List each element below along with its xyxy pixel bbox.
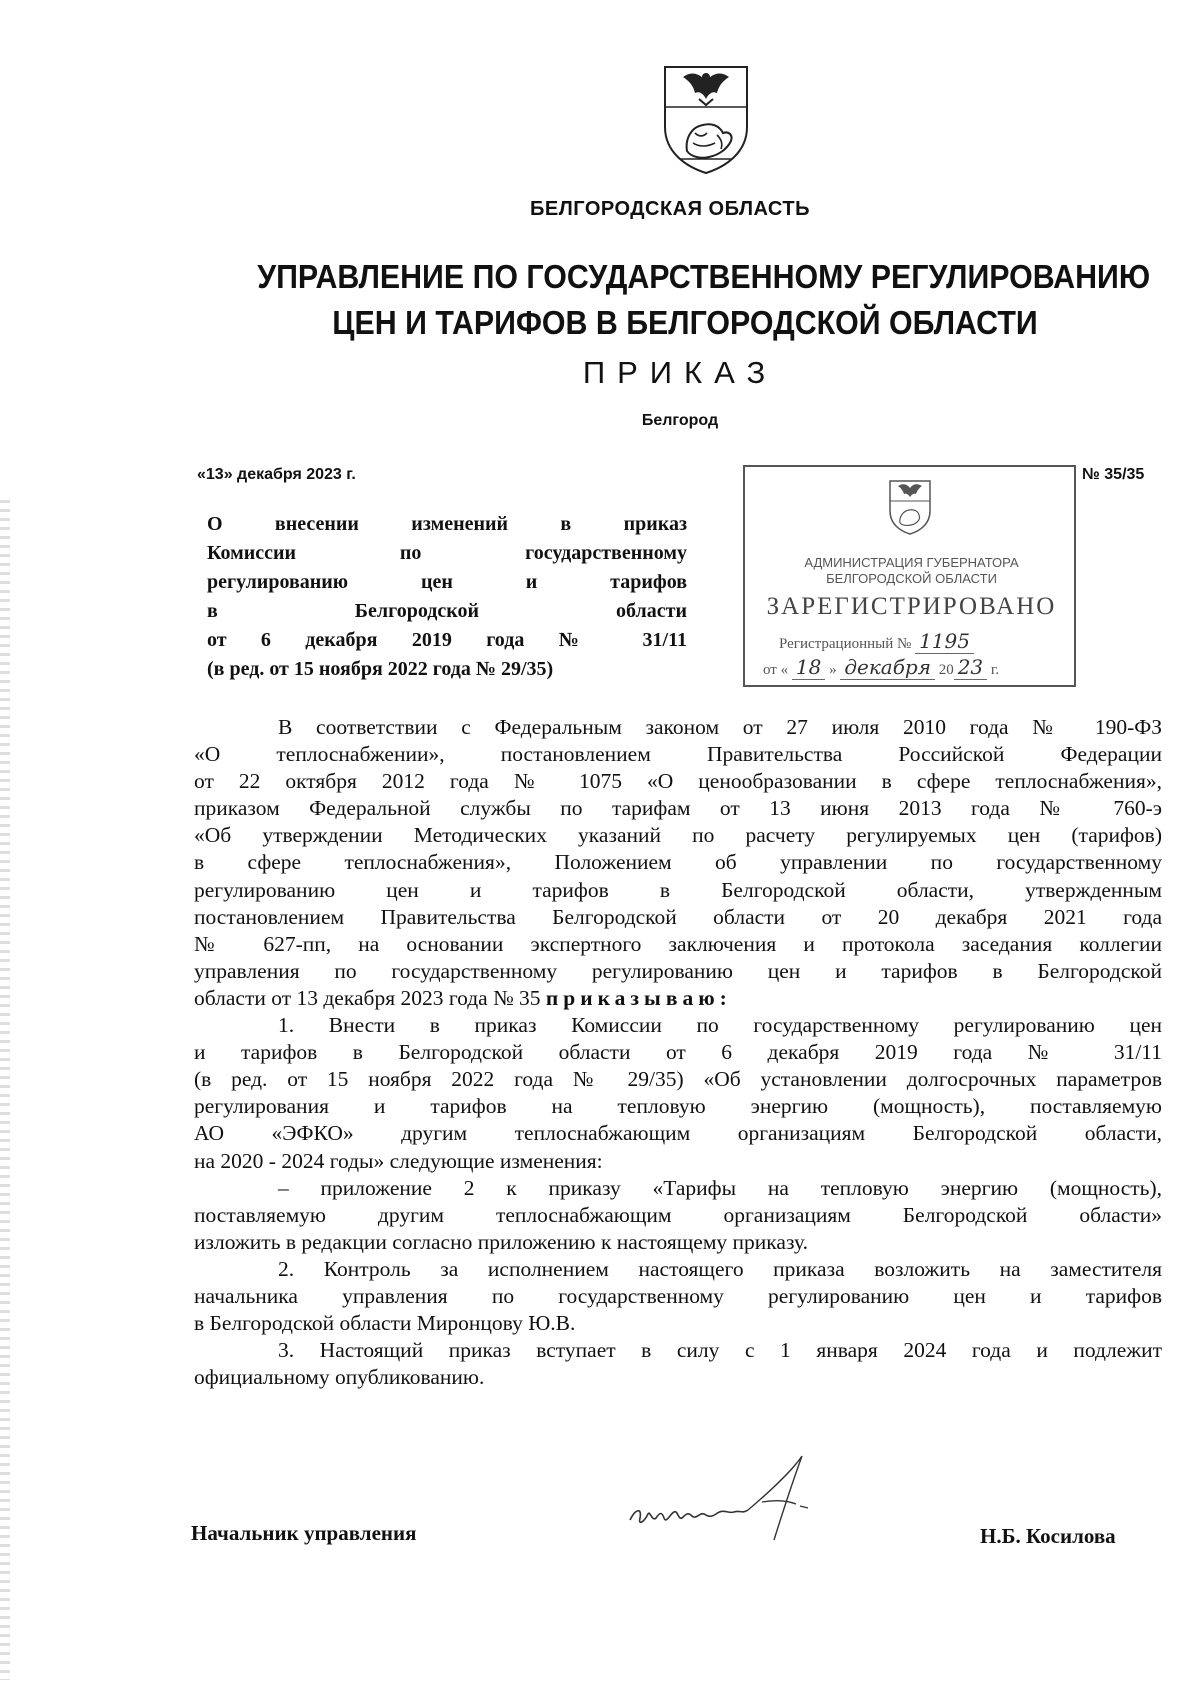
document-number: № 35/35 xyxy=(1082,466,1145,483)
subject-line: от 6 декабря 2019 года № 31/11 xyxy=(207,629,687,651)
stamp-coat-of-arms-icon xyxy=(888,479,932,535)
stamp-org-line-2: БЕЛГОРОДСКОЙ ОБЛАСТИ xyxy=(826,571,997,586)
subject-line: регулированию цен и тарифов xyxy=(207,571,687,593)
stamp-day: 18 xyxy=(792,655,825,680)
body-line: и тарифов в Белгородской области от 6 декабря 2019 года № 31/11 xyxy=(194,1040,1162,1065)
body-line: приказом Федеральной службы по тарифам от 13 июня 2013 года № 760-э xyxy=(194,796,1162,821)
subject-line: О внесении изменений в приказ xyxy=(207,513,687,535)
stamp-day-suffix: » xyxy=(829,662,837,678)
scan-edge-artifact xyxy=(0,500,10,1680)
stamp-registered-label: ЗАРЕГИСТРИРОВАНО xyxy=(766,593,1057,620)
body-line: начальника управления по государственному регулированию цен и тарифов xyxy=(194,1283,1162,1308)
body-line: от 22 октября 2012 года № 1075 «О ценообразовании в сфере теплоснабжения», xyxy=(194,769,1162,794)
body-line: поставляемую другим теплоснабжающим организациям Белгородской области» xyxy=(194,1202,1162,1227)
body-line: официальному опубликованию. xyxy=(194,1365,485,1390)
stamp-registration-number-row xyxy=(779,629,974,653)
coat-of-arms-icon xyxy=(661,63,751,175)
body-line: 3. Настоящий приказ вступает в силу с 1 января 2024 года и подлежит xyxy=(278,1338,1162,1363)
stamp-month: декабря xyxy=(840,655,935,680)
body-line: АО «ЭФКО» другим теплоснабжающим организациям Белгородской области, xyxy=(194,1121,1162,1146)
body-line: в Белгородской области Миронцову Ю.В. xyxy=(194,1311,576,1336)
registration-stamp xyxy=(743,465,1076,687)
stamp-year-prefix: 20 xyxy=(938,662,954,678)
body-line: в сфере теплоснабжения», Положением об управлении по государственному xyxy=(194,850,1162,875)
subject-line: в Белгородской области xyxy=(207,600,687,622)
body-line: «Об утверждении Методических указаний по расчету регулируемых цен (тарифов) xyxy=(194,823,1162,848)
body-line-order xyxy=(194,985,1162,1012)
document-date: «13» декабря 2023 г. xyxy=(197,466,356,483)
body-line: области от 13 декабря 2023 года № 35 xyxy=(194,985,541,1010)
order-word: приказываю: xyxy=(545,985,732,1010)
authority-line-2: ЦЕН И ТАРИФОВ В БЕЛГОРОДСКОЙ ОБЛАСТИ xyxy=(332,304,1038,341)
body-line: (в ред. от 15 ноября 2022 года № 29/35) «Об установлении долгосрочных параметров xyxy=(194,1067,1162,1092)
document-type: ПРИКАЗ xyxy=(582,355,778,390)
body-line: 1. Внести в приказ Комиссии по государственному регулированию цен xyxy=(278,1013,1162,1038)
body-line: «О теплоснабжении», постановлением Правительства Российской Федерации xyxy=(194,742,1162,767)
body-line: изложить в редакции согласно приложению к настоящему приказу. xyxy=(194,1229,808,1254)
body-line: 2. Контроль за исполнением настоящего приказа возложить на заместителя xyxy=(278,1256,1162,1281)
authority-line-1: УПРАВЛЕНИЕ ПО ГОСУДАРСТВЕННОМУ РЕГУЛИРОВАНИЮ xyxy=(257,258,1151,295)
stamp-reg-label: Регистрационный № xyxy=(779,636,912,652)
signatory-name: Н.Б. Косилова xyxy=(980,1524,1116,1548)
stamp-year: 23 xyxy=(954,655,987,680)
body-line: В соответствии с Федеральным законом от 27 июля 2010 года № 190-ФЗ xyxy=(278,715,1162,739)
signatory-title: Начальник управления xyxy=(191,1521,417,1545)
body-line: на 2020 - 2024 годы» следующие изменения: xyxy=(194,1148,603,1173)
body-line: № 627-пп, на основании экспертного заключения и протокола заседания коллегии xyxy=(194,931,1162,956)
stamp-year-suffix: г. xyxy=(990,662,1000,678)
authority-name xyxy=(257,254,1151,346)
document-body xyxy=(194,714,1162,1391)
subject-line: (в ред. от 15 ноября 2022 года № 29/35) xyxy=(207,658,554,680)
stamp-date-row xyxy=(763,655,999,679)
stamp-from-prefix: от « xyxy=(763,662,789,678)
body-line: регулированию цен и тарифов в Белгородской области, утвержденным xyxy=(194,877,1162,902)
body-line: – приложение 2 к приказу «Тарифы на тепловую энергию (мощность), xyxy=(278,1175,1162,1200)
stamp-org-line-1: АДМИНИСТРАЦИЯ ГУБЕРНАТОРА xyxy=(804,555,1019,570)
handwritten-signature xyxy=(624,1448,854,1548)
body-line: постановлением Правительства Белгородской области от 20 декабря 2021 года xyxy=(194,904,1162,929)
body-line: управления по государственному регулированию цен и тарифов в Белгородской xyxy=(194,958,1162,983)
stamp-reg-number: 1195 xyxy=(915,629,974,654)
body-line: регулирования и тарифов на тепловую энергию (мощность), поставляемую xyxy=(194,1094,1162,1119)
subject-line: Комиссии по государственному xyxy=(207,542,687,564)
document-city: Белгород xyxy=(641,412,719,429)
document-subject xyxy=(207,510,687,684)
region-title: БЕЛГОРОДСКАЯ ОБЛАСТЬ xyxy=(530,198,810,220)
stamp-organization xyxy=(745,555,1078,587)
